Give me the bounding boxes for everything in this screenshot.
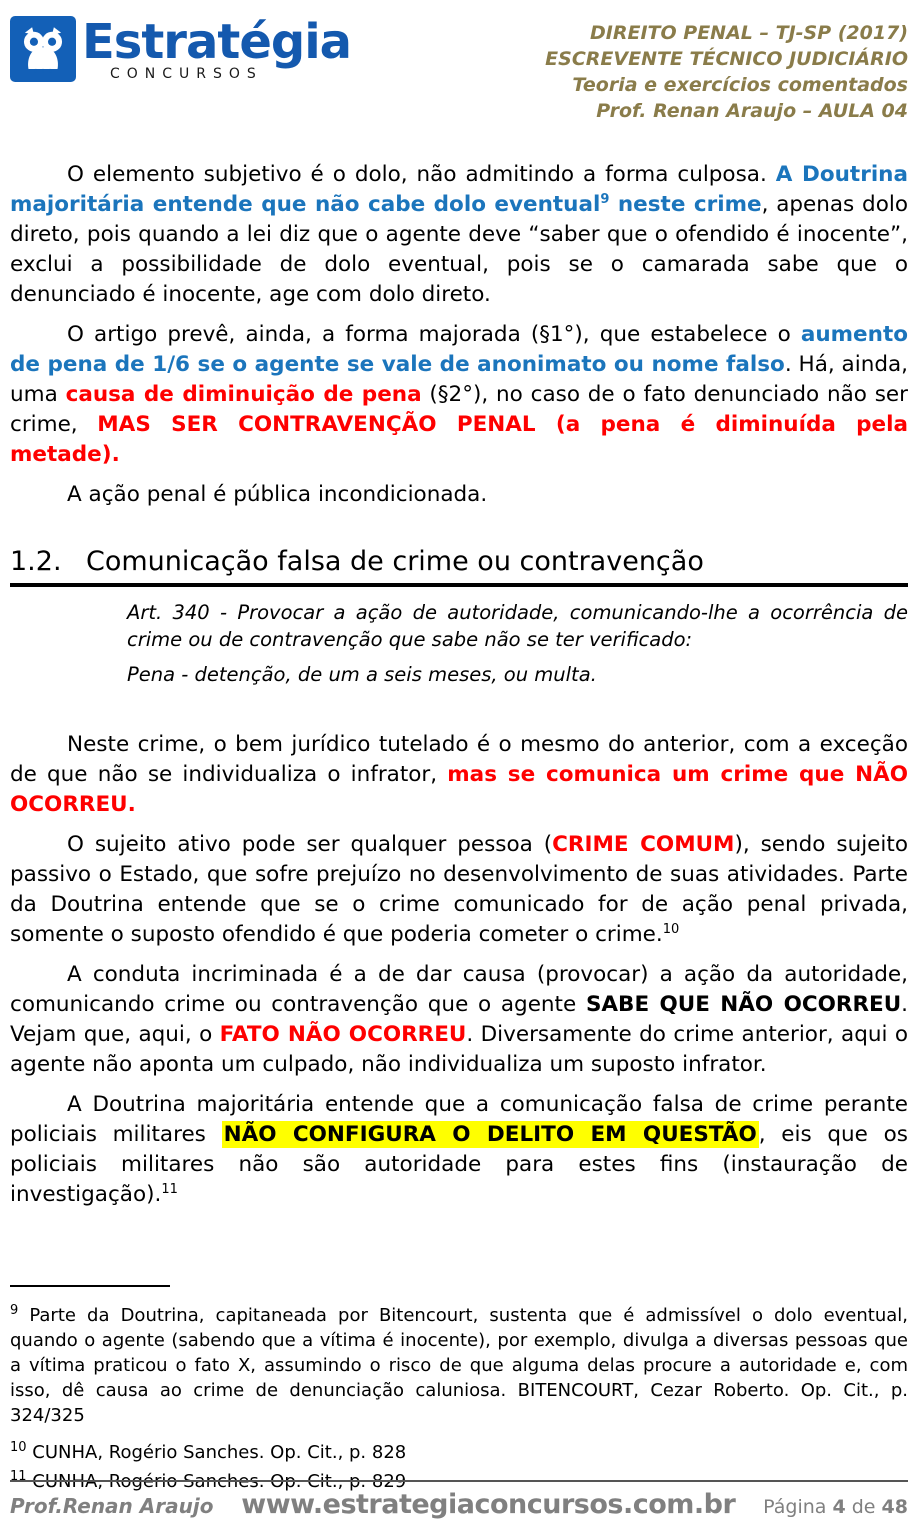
course-header-line-3: Teoria e exercícios comentados [572, 74, 908, 96]
text-run: (§2°), no caso de o fato denunciado não ser crime, [10, 382, 908, 437]
document-body [10, 160, 908, 1210]
paragraph [10, 830, 908, 950]
text-run: O elemento subjetivo é o dolo, não admitindo a forma culposa. [67, 162, 776, 187]
text-run-supblue: 9 [600, 191, 610, 207]
text-run: ), sendo sujeito passivo o Estado, que sofre prejuízo no desenvolvimento de suas atividades. Parte da Doutrina entende que se o crime comunicado for de ação penal privada, somente o suposto ofendido é que poderia cometer o crime. [10, 832, 908, 947]
footer-url: www.estrategiaconcursos.com.br [241, 1489, 736, 1519]
text-run: , apenas dolo direto, pois quando a lei diz que o agente deve “saber que o ofendido é inocente”, exclui a possibilidade de dolo eventual, pois se o camarada sabe que o denunciado é inocente, age com dolo direto. [10, 192, 908, 307]
text-run-blue: A Doutrina majoritária entende que não cabe dolo eventual [10, 162, 908, 217]
text-run-sup: 9 [10, 1303, 19, 1318]
text-run-b: 4 [832, 1496, 846, 1518]
text-run: . Há, ainda, uma [10, 352, 908, 407]
section-heading [10, 546, 908, 587]
text-run: O artigo prevê, ainda, a forma majorada (§1°), que estabelece o [67, 322, 801, 347]
course-header-line-1: DIREITO PENAL – TJ-SP (2017) [590, 22, 908, 44]
course-header-line-2: ESCREVENTE TÉCNICO JUDICIÁRIO [545, 48, 908, 70]
text-run: Página [763, 1496, 833, 1518]
paragraph [10, 320, 908, 470]
text-run: de [845, 1496, 882, 1518]
text-run-b: 48 [881, 1496, 908, 1518]
section-title: Comunicação falsa de crime ou contravenção [86, 546, 704, 577]
text-run-sup: 10 [662, 921, 680, 937]
law-quote [127, 661, 908, 688]
footnotes-section [10, 1285, 908, 1498]
section-number: 1.2. [10, 546, 62, 577]
course-header [545, 16, 908, 124]
text-run: Art. 340 - Provocar a ação de autoridade, comunicando-lhe a ocorrência de crime ou de contravenção que sabe não se ter verificado: [127, 601, 908, 651]
logo-subtitle: CONCURSOS [110, 66, 263, 82]
logo-text [82, 16, 351, 82]
footnote-separator [10, 1285, 170, 1287]
text-run: A ação penal é pública incondicionada. [67, 482, 488, 507]
text-run-sup: 11 [10, 1469, 27, 1484]
paragraph [10, 730, 908, 820]
text-run-red: causa de diminuição de pena [65, 382, 422, 407]
paragraph [10, 160, 908, 310]
footnote [10, 1303, 908, 1428]
footnote-list [10, 1303, 908, 1494]
footer-author: Prof.Renan Araujo [10, 1494, 214, 1518]
estrategia-logo [10, 16, 351, 82]
text-run-sup: 11 [161, 1181, 178, 1197]
text-run-red: CRIME COMUM [552, 832, 735, 857]
text-run: CUNHA, Rogério Sanches. Op. Cit., p. 829 [26, 1471, 407, 1492]
text-run: Parte da Doutrina, capitaneada por Bitencourt, sustenta que é admissível o dolo eventual, quando o agente (sabendo que a vítima é inocente), por exemplo, divulga a diversas pessoas que a vítima praticou o fato X, assumindo o risco de que alguma delas procure a autoridade e, com isso, dê causa ao crime de denunciação caluniosa. BITENCOURT, Cezar Roberto. Op. Cit., p. 324/325 [10, 1305, 908, 1426]
text-run: . Diversamente do crime anterior, aqui o agente não aponta um culpado, não individualiza um suposto infrator. [10, 1022, 908, 1077]
text-run: Pena - detenção, de um a seis meses, ou multa. [127, 663, 597, 686]
text-run: , eis que os policiais militares não são autoridade para estes fins (instauração de investigação). [10, 1122, 908, 1207]
text-run-sup: 10 [10, 1440, 27, 1455]
course-header-line-4: Prof. Renan Araujo – AULA 04 [596, 100, 908, 122]
text-run-blue: neste crime [609, 192, 762, 217]
footnote [10, 1440, 908, 1465]
text-run: Neste crime, o bem jurídico tutelado é o mesmo do anterior, com a exceção de que não se individualiza o infrator, [10, 732, 908, 787]
text-run-b: SABE QUE NÃO OCORREU [585, 992, 902, 1017]
text-run-hl: NÃO CONFIGURA O DELITO EM QUESTÃO [223, 1122, 757, 1147]
page-footer [10, 1480, 908, 1519]
text-run-red: FATO NÃO OCORREU [219, 1022, 467, 1047]
logo-brand: Estratégia [82, 14, 352, 70]
law-quote [127, 599, 908, 653]
text-run: A conduta incriminada é a de dar causa (provocar) a ação da autoridade, comunicando crime ou contravenção que o agente [10, 962, 908, 1017]
text-run: . Vejam que, aqui, o [10, 992, 908, 1047]
text-run-red: MAS SER CONTRAVENÇÃO PENAL (a pena é diminuída pela metade). [10, 412, 908, 467]
owl-icon [10, 16, 76, 82]
footer-page-number [763, 1496, 908, 1518]
page-header [10, 16, 908, 124]
paragraph [10, 1090, 908, 1210]
text-run-red: mas se comunica um crime que NÃO OCORREU. [10, 762, 908, 817]
text-run: O sujeito ativo pode ser qualquer pessoa ( [67, 832, 553, 857]
text-run-blue: aumento de pena de 1/6 se o agente se vale de anonimato ou nome falso [10, 322, 908, 377]
text-run: CUNHA, Rogério Sanches. Op. Cit., p. 828 [26, 1442, 407, 1463]
paragraph [10, 960, 908, 1080]
text-run: A Doutrina majoritária entende que a comunicação falsa de crime perante policiais militares [10, 1092, 908, 1147]
paragraph [10, 480, 908, 510]
